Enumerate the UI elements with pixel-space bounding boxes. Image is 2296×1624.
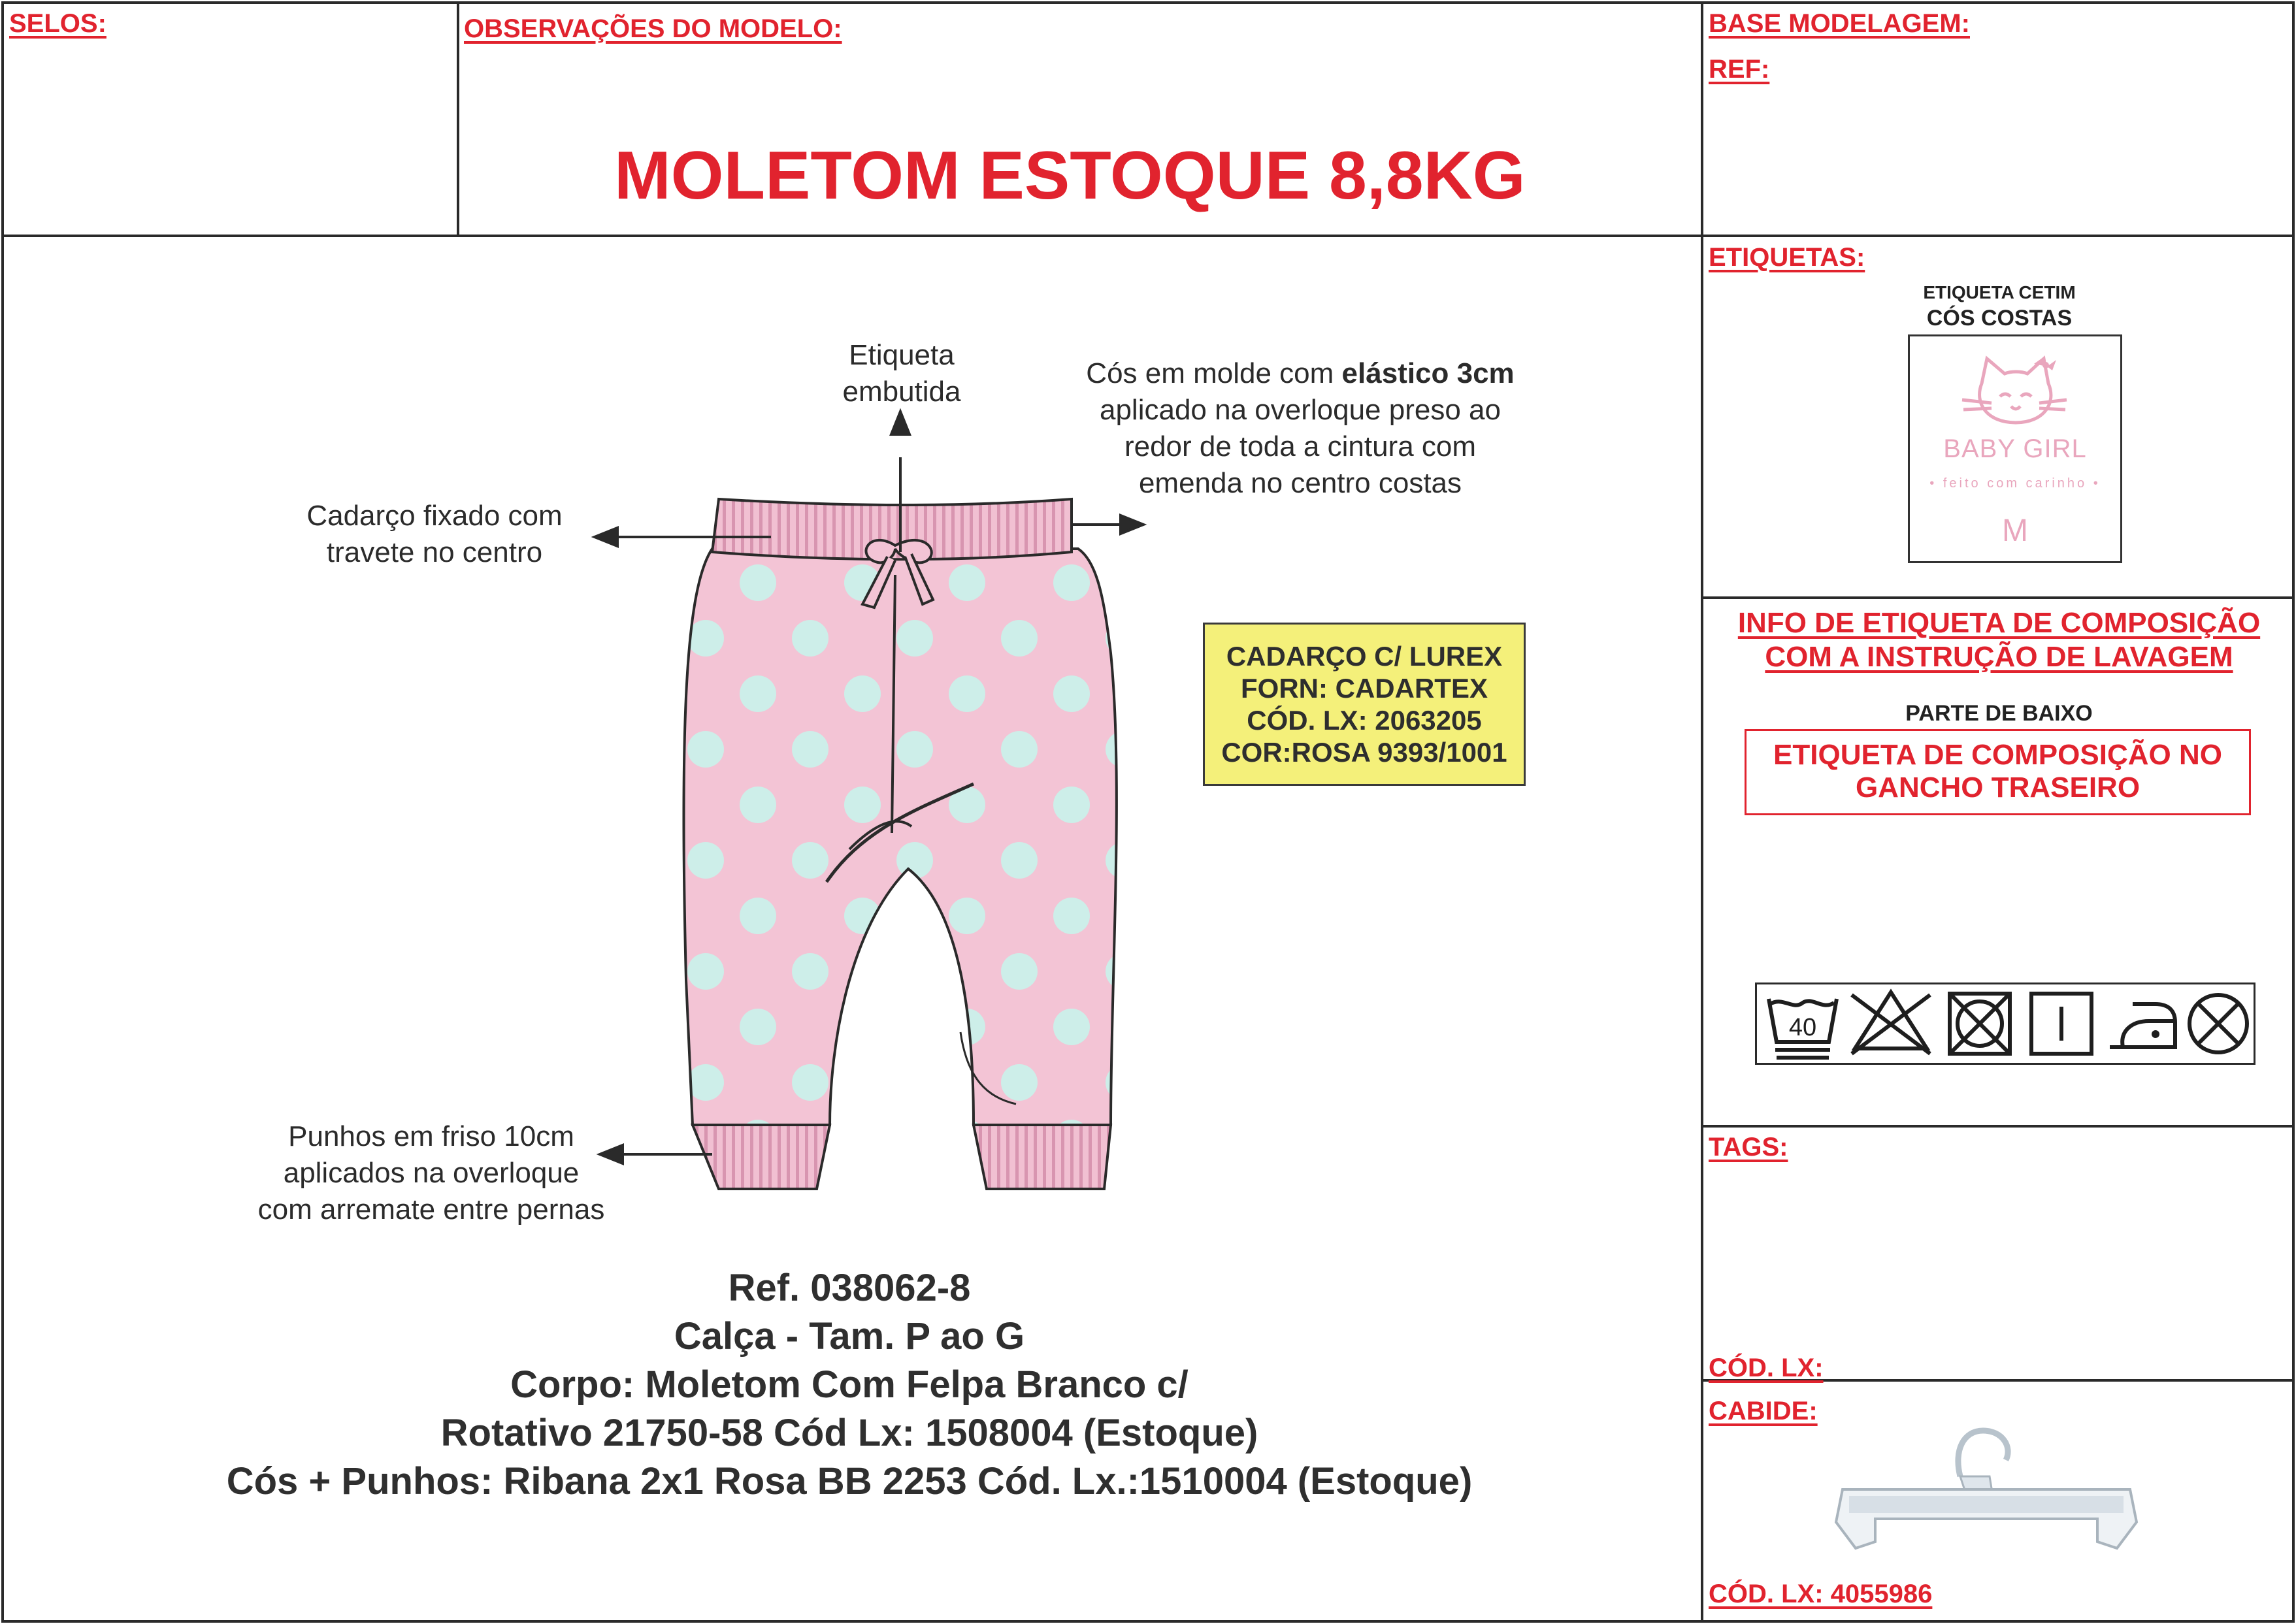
cabide-label: CABIDE: <box>1709 1397 1818 1425</box>
punhos-line1: Punhos em friso 10cm <box>288 1120 574 1152</box>
no-bleach-icon <box>1852 992 1930 1054</box>
composicao-box-line2: GANCHO TRASEIRO <box>1855 771 2140 804</box>
yellow-line3: CÓD. LX: 2063205 <box>1247 705 1482 736</box>
yellow-line1: CADARÇO C/ LUREX <box>1226 641 1503 672</box>
line-dry-icon <box>2031 994 2091 1054</box>
divider-right-3 <box>1701 1125 2295 1128</box>
label-brand: BABY GIRL <box>1943 434 2087 463</box>
cadarco-line2: travete no centro <box>326 536 543 568</box>
composicao-title-line2: COM A INSTRUÇÃO DE LAVAGEM <box>1765 641 2233 673</box>
tags-label: TAGS: <box>1709 1133 1788 1161</box>
cat-logo-icon <box>1910 344 2120 449</box>
product-trims: Cós + Punhos: Ribana 2x1 Rosa BB 2253 Cód. Lx.:1510004 (Estoque) <box>226 1460 1473 1502</box>
label-tagline: • feito com carinho • <box>1929 476 2101 491</box>
product-body-2: Rotativo 21750-58 Cód Lx: 1508004 (Estoque) <box>440 1412 1258 1454</box>
iron-low-icon <box>2110 1004 2175 1047</box>
cos-line1-text: Cós em molde com <box>1086 357 1342 389</box>
divider-right-1 <box>1701 235 2295 237</box>
product-body: Corpo: Moletom Com Felpa Branco c/ <box>510 1363 1189 1406</box>
right-cuff <box>974 1125 1111 1189</box>
product-type: Calça - Tam. P ao G <box>674 1315 1025 1357</box>
etiquetas-label: ETIQUETAS: <box>1709 243 1865 272</box>
care-symbols <box>1755 983 2255 1065</box>
no-dry-clean-icon <box>2189 995 2247 1052</box>
observacoes-label: OBSERVAÇÕES DO MODELO: <box>464 14 842 43</box>
label-caption <box>1869 281 2130 332</box>
cos-line1-bold: elástico 3cm <box>1341 357 1515 389</box>
selos-label: SELOS: <box>9 9 107 38</box>
label-size: M <box>2002 513 2028 548</box>
composicao-title-line1: INFO DE ETIQUETA DE COMPOSIÇÃO <box>1737 607 2261 639</box>
pants-body <box>683 549 1116 1125</box>
composicao-title <box>1703 606 2295 674</box>
label-caption-line2: CÓS COSTAS <box>1926 306 2073 331</box>
punhos-line3: com arremate entre pernas <box>257 1194 605 1226</box>
etiqueta-line1: Etiqueta <box>849 339 955 371</box>
hanger-image <box>1829 1405 2143 1561</box>
yellow-line4: COR:ROSA 9393/1001 <box>1221 737 1507 768</box>
ref-label: REF: <box>1709 55 1770 84</box>
punhos-line2: aplicados na overloque <box>283 1157 580 1189</box>
tags-cod-label: CÓD. LX: <box>1709 1354 1824 1382</box>
yellow-line2: FORN: CADARTEX <box>1241 673 1488 704</box>
satin-label <box>1908 334 2122 563</box>
parte-de-baixo-label: PARTE DE BAIXO <box>1905 701 2093 726</box>
cos-line2: aplicado na overloque preso ao <box>1099 394 1501 426</box>
left-cuff <box>693 1125 830 1189</box>
care-symbols-strip <box>1757 984 2254 1063</box>
page-title: MOLETOM ESTOQUE 8,8KG <box>614 138 1526 214</box>
product-info <box>65 1264 1633 1506</box>
etiqueta-line2: embutida <box>842 376 961 408</box>
product-ref: Ref. 038062-8 <box>728 1267 971 1309</box>
base-modelagem-label: BASE MODELAGEM: <box>1709 9 1970 38</box>
divider-right-2 <box>1701 596 2295 599</box>
cabide-cod-label: CÓD. LX: 4055986 <box>1709 1580 1933 1608</box>
cadarco-line1: Cadarço fixado com <box>306 500 563 532</box>
cos-line3: redor de toda a cintura com <box>1124 430 1477 463</box>
composicao-box-line1: ETIQUETA DE COMPOSIÇÃO NO <box>1773 739 2222 771</box>
wash-temp-text: 40 <box>1788 1014 1817 1041</box>
no-tumble-dry-icon <box>1950 994 2010 1054</box>
composicao-location-box <box>1745 729 2251 815</box>
label-caption-line1: ETIQUETA CETIM <box>1923 282 2076 302</box>
cos-line4: emenda no centro costas <box>1138 467 1462 499</box>
